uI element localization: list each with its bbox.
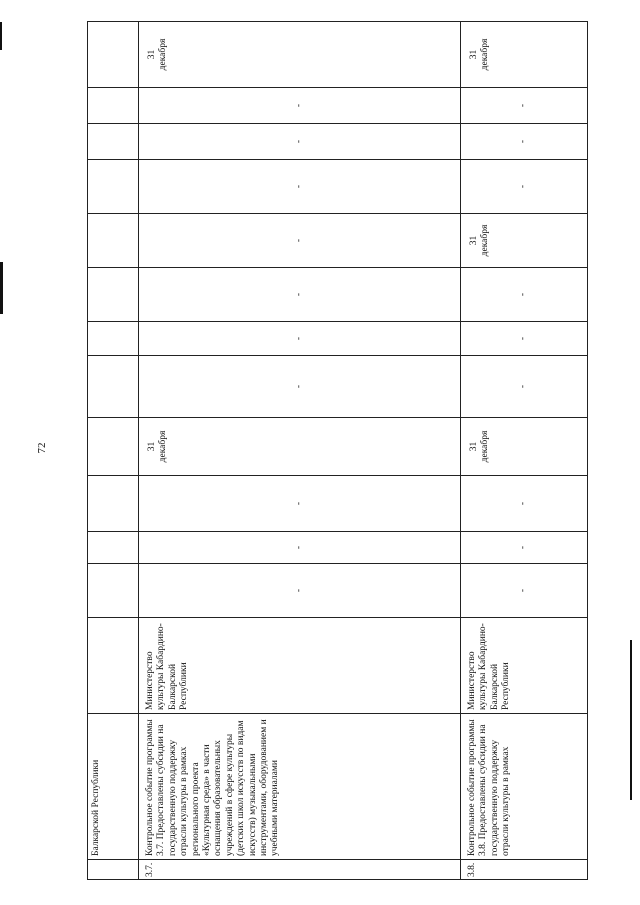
table-cell <box>88 418 139 476</box>
date-day: 31 <box>147 49 157 60</box>
date-cell: - <box>461 476 588 532</box>
table-row <box>461 22 588 880</box>
date-cell: - <box>461 124 588 160</box>
scan-edge-mark <box>630 640 632 800</box>
date-month: декабря <box>158 38 169 71</box>
table-cell <box>88 532 139 564</box>
executor: Министерство культуры Кабардино-Балкарской Республики <box>461 618 588 714</box>
date-cell: - <box>139 476 461 532</box>
table-cell <box>88 88 139 124</box>
event-description: Контрольное событие программы 3.8. Предоставлены субсидии на государственную поддержку отрасли культуры в рамках <box>461 714 588 860</box>
date-month: декабря <box>480 224 491 257</box>
date-cell: - <box>139 160 461 214</box>
table-cell <box>88 618 139 714</box>
date-cell: - <box>139 214 461 268</box>
table-cell <box>88 322 139 356</box>
date-cell <box>461 214 588 268</box>
executor: Министерство культуры Кабардино-Балкарской Республики <box>139 618 461 714</box>
table-row <box>88 22 139 880</box>
date-month: декабря <box>480 38 491 71</box>
table-cell <box>88 22 139 88</box>
page-number: 72 <box>36 442 48 454</box>
date-cell: - <box>139 124 461 160</box>
table-cell <box>88 564 139 618</box>
date-cell: - <box>139 532 461 564</box>
table-cell <box>88 356 139 418</box>
date-cell <box>461 418 588 476</box>
date-cell: - <box>139 268 461 322</box>
date-day: 31 <box>147 441 157 452</box>
date-cell: - <box>139 356 461 418</box>
scan-edge-mark <box>0 22 2 50</box>
date-cell <box>139 418 461 476</box>
date-cell: - <box>461 268 588 322</box>
table-cell <box>88 476 139 532</box>
date-cell: - <box>139 322 461 356</box>
date-cell: - <box>461 322 588 356</box>
row-number: 3.8. <box>461 860 588 880</box>
date-cell: - <box>139 88 461 124</box>
date-cell: - <box>461 88 588 124</box>
control-events-table <box>87 21 588 880</box>
date-month: декабря <box>480 430 491 463</box>
date-cell <box>461 22 588 88</box>
date-day: 31 <box>469 235 479 246</box>
table-container <box>87 22 556 880</box>
date-cell: - <box>461 356 588 418</box>
table-cell <box>88 860 139 880</box>
date-cell: - <box>461 160 588 214</box>
date-day: 31 <box>469 49 479 60</box>
date-cell <box>139 22 461 88</box>
date-cell: - <box>461 564 588 618</box>
date-day: 31 <box>469 441 479 452</box>
date-cell: - <box>461 532 588 564</box>
table-row <box>139 22 461 880</box>
date-month: декабря <box>158 430 169 463</box>
row-number: 3.7. <box>139 860 461 880</box>
table-cell <box>88 124 139 160</box>
scan-edge-mark <box>0 262 3 314</box>
event-description: Контрольное событие программы 3.7. Предоставлены субсидии на государственную поддержку отрасли культуры в рамках регионального проекта «Культурная среда» в части оснащения образовательных учреждений в сфере культуры (детских школ искусств по видам искусств) музыкальными инструментами, оборудованием и учебными материалами <box>139 714 461 860</box>
table-cell <box>88 268 139 322</box>
table-cell <box>88 214 139 268</box>
table-cell <box>88 160 139 214</box>
date-cell: - <box>139 564 461 618</box>
continued-text-cell: Балкарской Республики <box>88 714 139 860</box>
